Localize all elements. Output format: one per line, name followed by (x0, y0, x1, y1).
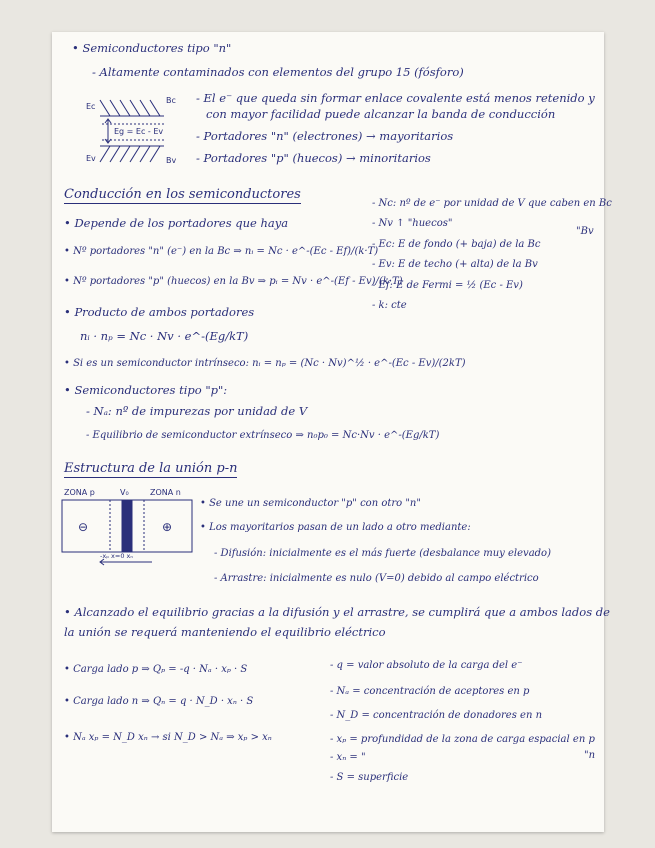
band-diagram (86, 90, 186, 170)
v0-label: V₀ (120, 488, 129, 497)
axis-label: -xₚ x=0 xₙ (100, 552, 133, 560)
n-note-1a: - El e⁻ que queda sin formar enlace covalente está menos retenido y (196, 91, 595, 105)
conduccion-line-8: - Nₐ: nº de impurezas por unidad de V (86, 404, 308, 418)
legend-line-3: - Ec: E de fondo (+ baja) de la Bc (372, 239, 541, 250)
conduccion-line-6: • Si es un semiconductor intrínseco: nᵢ = nₚ = (Nc · Nv)^½ · e^-(Ec - Ev)/(2kT) (64, 358, 466, 369)
legend-line-4: - Ev: E de techo (+ alta) de la Bv (372, 259, 538, 270)
legend-line-5: - Ef: E de Fermi = ½ (Ec - Ev) (372, 280, 523, 291)
def-line-4: - xₚ = profundidad de la zona de carga espacial en p (330, 734, 595, 745)
carga-line-1: • Carga lado p ⇒ Qₚ = -q · Nₐ · xₚ · S (64, 664, 248, 675)
def-line-3: - N_D = concentración de donadores en n (330, 710, 543, 721)
zone-n-label: ZONA n (150, 488, 181, 497)
def-line-1: - q = valor absoluto de la carga del e⁻ (330, 660, 523, 671)
ec-label: Ec (86, 102, 96, 111)
def-line-5: - xₙ = " (330, 752, 366, 763)
def-line-4b: "n (584, 750, 596, 761)
carga-line-2: • Carga lado n ⇒ Qₙ = q · N_D · xₙ · S (64, 696, 254, 707)
def-line-2: - Nₐ = concentración de aceptores en p (330, 686, 530, 697)
eg-label: Eg = Ec - Ev (114, 127, 164, 136)
zone-p-label: ZONA p (64, 488, 95, 497)
conduccion-title: Conducción en los semiconductores (64, 188, 301, 204)
plus-symbol: ⊕ (162, 520, 173, 534)
union-bullet-3: - Difusión: inicialmente es el más fuerte (desbalance muy elevado) (214, 548, 551, 559)
conduccion-line-1: • Depende de los portadores que haya (64, 216, 289, 230)
n-note-3: - Portadores "p" (huecos) → minoritarios (196, 151, 431, 165)
intro-line-2: - Altamente contaminados con elementos del grupo 15 (fósforo) (92, 65, 464, 79)
pn-junction-diagram (60, 488, 196, 570)
intro-line-1: • Semiconductores tipo "n" (72, 41, 232, 55)
legend-line-2: - Nv ↑ "huecos" (372, 218, 453, 229)
conduccion-line-3: • Nº portadores "p" (huecos) en la Bv ⇒ pᵢ = Nv · e^-(Ef - Ev)/(k·T) (64, 276, 403, 287)
conduccion-line-2: • Nº portadores "n" (e⁻) en la Bc ⇒ nᵢ = Nc · e^-(Ec - Ef)/(k·T) (64, 246, 379, 257)
legend-line-2b: "Bv (576, 226, 594, 237)
carga-line-3: • Nₐ xₚ = N_D xₙ → si N_D > Nₐ ⇒ xₚ > xₙ (64, 732, 272, 743)
equilibrio-line-2: la unión se requerá manteniendo el equilibrio eléctrico (64, 625, 386, 639)
conduccion-line-7: • Semiconductores tipo "p": (64, 383, 228, 397)
bv-label: Bv (166, 156, 177, 165)
union-bullet-2: • Los mayoritarios pasan de un lado a otro mediante: (200, 522, 471, 533)
legend-line-1: - Nc: nº de e⁻ por unidad de V que caben en Bc (372, 198, 612, 209)
bc-label: Bc (166, 96, 176, 105)
def-line-6: - S = superficie (330, 772, 409, 783)
minus-symbol: ⊖ (78, 520, 89, 534)
union-title: Estructura de la unión p-n (64, 462, 237, 478)
legend-line-6: - k: cte (372, 300, 407, 311)
equilibrio-line-1: • Alcanzado el equilibrio gracias a la difusión y el arrastre, se cumplirá que a ambos lados de (64, 605, 610, 619)
union-bullet-1: • Se une un semiconductor "p" con otro "n" (200, 498, 421, 509)
n-note-2: - Portadores "n" (electrones) → mayoritarios (196, 129, 454, 143)
ev-label: Ev (86, 154, 96, 163)
n-note-1b: con mayor facilidad puede alcanzar la banda de conducción (206, 107, 556, 121)
conduccion-line-9: - Equilibrio de semiconductor extrínseco ⇒ n₀p₀ = Nc·Nv · e^-(Eg/kT) (86, 430, 440, 441)
conduccion-line-4: • Producto de ambos portadores (64, 305, 255, 319)
union-bullet-4: - Arrastre: inicialmente es nulo (V=0) debido al campo eléctrico (214, 573, 539, 584)
conduccion-line-5: nᵢ · nₚ = Nc · Nv · e^-(Eg/kT) (80, 329, 249, 343)
